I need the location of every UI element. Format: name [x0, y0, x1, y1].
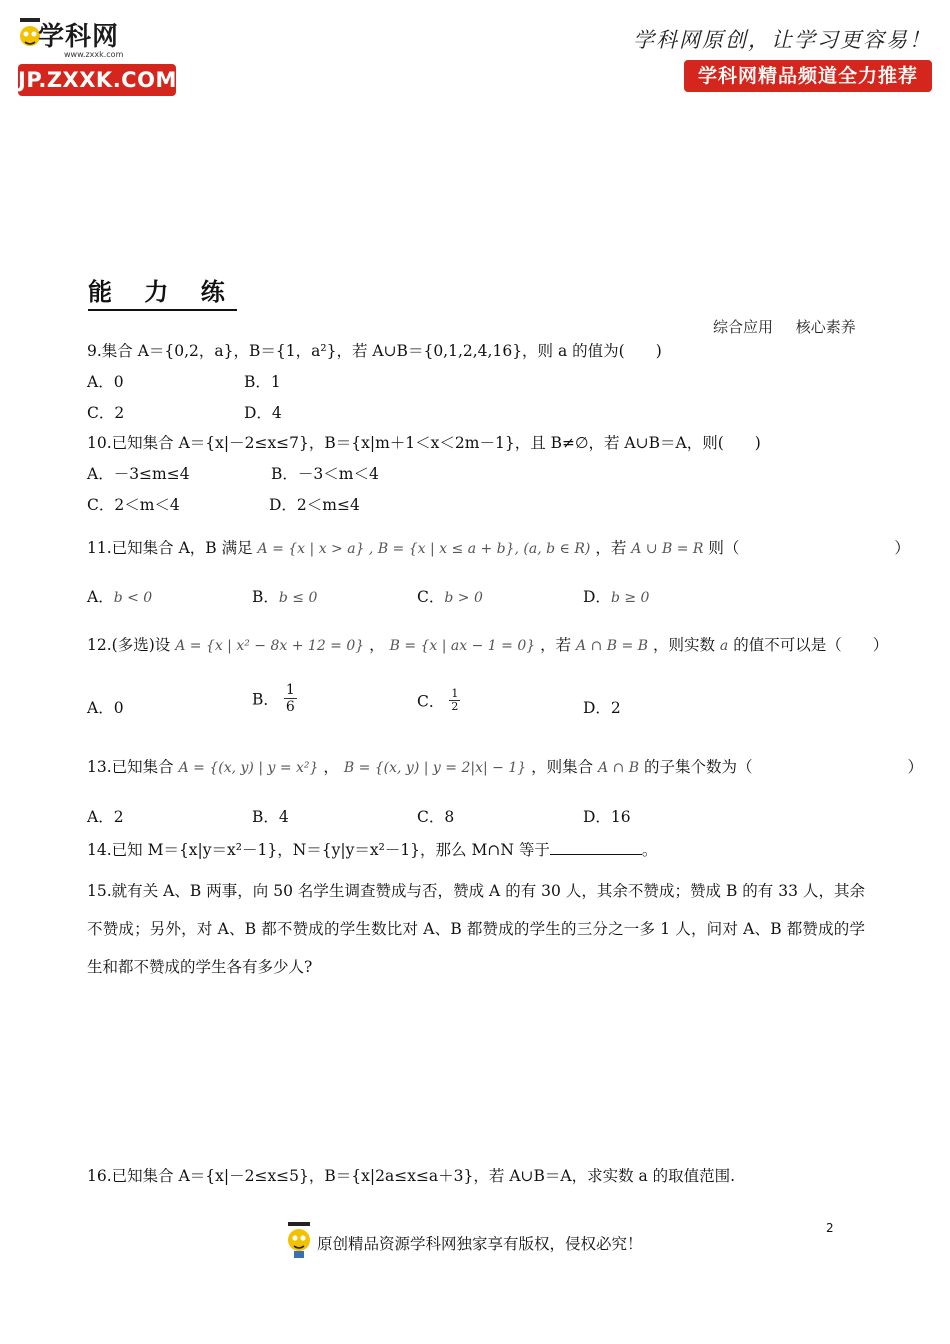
- fraction-numerator: 1: [451, 687, 459, 700]
- q11-option-b-label: B．: [252, 588, 279, 606]
- q14-end: 。: [641, 841, 658, 859]
- mascot-icon: [283, 1220, 315, 1260]
- q12-option-c: [417, 688, 460, 713]
- footer: [283, 1218, 703, 1262]
- fraction-numerator: 1: [285, 682, 295, 698]
- q12-suffix: ，则实数: [652, 636, 715, 654]
- q10-option-a: A．－3≤m≤4: [87, 465, 190, 483]
- q11-prefix: 11.已知集合 A，B 满足: [87, 539, 253, 557]
- logo-badge[interactable]: JP.ZXXK.COM: [18, 64, 176, 96]
- q11-option-a: [87, 585, 152, 607]
- q13-sep: ，: [323, 758, 339, 776]
- q11-stem: [87, 536, 910, 558]
- q13-prefix: 13.已知集合: [87, 758, 174, 776]
- q12-option-b-label: B．: [252, 690, 279, 709]
- q12-option-a: A．0: [87, 699, 124, 717]
- header-banner[interactable]: 学科网精品频道全力推荐: [684, 60, 932, 92]
- q12-var: a: [719, 638, 729, 654]
- q11-condition: A ∪ B = R: [631, 541, 704, 557]
- q13-option-c: C．8: [417, 808, 455, 826]
- q10-option-b: B．－3＜m＜4: [271, 465, 379, 483]
- q11-suffix: 则（ ）: [708, 539, 910, 557]
- q16-stem: 16.已知集合 A＝{x|－2≤x≤5}，B＝{x|2a≤x≤a＋3}，若 A∪B＝A，求实数 a 的取值范围.: [87, 1167, 736, 1185]
- q12-prefix: 12.(多选)设: [87, 636, 171, 654]
- q11-option-c: [417, 585, 483, 607]
- q13-option-b: B．4: [252, 808, 289, 826]
- footer-copyright: 原创精品资源学科网独家享有版权，侵权必究！: [317, 1235, 643, 1253]
- q12-option-d: D．2: [583, 699, 621, 717]
- q11-option-d-label: D．: [583, 588, 611, 606]
- q11-option-b: [252, 585, 317, 607]
- fraction-denominator: 2: [451, 700, 459, 713]
- q12-mid: ，若: [540, 636, 572, 654]
- q13-condition: A ∩ B: [598, 760, 640, 776]
- site-logo: [18, 16, 178, 98]
- q12-formula-b: B = {x | ax − 1 = 0}: [389, 638, 536, 654]
- q11-option-b-math: b ≤ 0: [278, 590, 318, 606]
- tag-core-literacy: 核心素养: [795, 318, 856, 336]
- q10-option-d: D．2＜m≤4: [269, 496, 360, 514]
- q11-mid: ，若: [595, 539, 627, 557]
- logo-text: 学科网: [38, 22, 120, 52]
- q11-option-c-math: b > 0: [444, 590, 483, 606]
- q13-tail: 的子集个数为（ ）: [644, 758, 924, 776]
- q15-text: 15.就有关 A、B 两事，向 50 名学生调查赞成与否，赞成 A 的有 30 人，其余不赞成；赞成 B 的有 33 人，其余不赞成；另外，对 A、B 都不赞成的学生数比对 A、B 都赞成的学生的三分之一多 1 人，问对 A、B 都赞成的学生和都不赞成的学生各有多少人?: [87, 882, 865, 976]
- logo-url: www.zxxk.com: [64, 50, 124, 59]
- q14-stem: [87, 838, 657, 860]
- q11-formula: A = {x | x > a} , B = {x | x ≤ a + b}, (a, b ∈ R): [257, 541, 591, 557]
- header-slogan: 学科网原创，让学习更容易！: [633, 28, 932, 52]
- q11-option-d: [583, 585, 649, 607]
- q12-tail: 的值不可以是（ ）: [733, 636, 889, 654]
- q10-stem: 10.已知集合 A＝{x|－2≤x≤7}，B＝{x|m＋1＜x＜2m－1}，且 B≠∅，若 A∪B＝A，则( ): [87, 434, 761, 452]
- fraction-denominator: 6: [285, 699, 295, 715]
- q12-option-b-fraction: [284, 682, 297, 715]
- q9-stem: 9.集合 A＝{0,2，a}，B＝{1，a²}，若 A∪B＝{0,1,2,4,16}，则 a 的值为( ): [87, 342, 662, 360]
- q11-option-d-math: b ≥ 0: [610, 590, 650, 606]
- q12-formula-a: A = {x | x² − 8x + 12 = 0}: [175, 638, 365, 654]
- q13-formula-a: A = {(x, y) | y = x²}: [178, 760, 319, 776]
- q12-option-c-label: C．: [417, 692, 445, 711]
- q13-mid: ，则集合: [531, 758, 594, 776]
- q12-option-c-fraction: [449, 688, 460, 713]
- q13-stem: [87, 755, 923, 777]
- q14-answer-blank[interactable]: [550, 840, 642, 855]
- q11-option-a-label: A．: [87, 588, 114, 606]
- section-tags: [713, 316, 856, 337]
- q14-text: 14.已知 M＝{x|y＝x²－1}，N＝{y|y＝x²－1}，那么 M∩N 等于: [87, 841, 550, 859]
- q9-option-a: A．0: [87, 373, 124, 391]
- q13-option-d: D．16: [583, 808, 631, 826]
- q9-option-c: C．2: [87, 404, 125, 422]
- section-title: 能 力 练: [88, 272, 237, 311]
- q13-option-a: A．2: [87, 808, 124, 826]
- q12-stem: [87, 633, 888, 655]
- q11-option-a-math: b < 0: [113, 590, 153, 606]
- q13-formula-b: B = {(x, y) | y = 2|x| − 1}: [343, 760, 527, 776]
- q9-option-d: D．4: [244, 404, 282, 422]
- q10-option-c: C．2＜m＜4: [87, 496, 180, 514]
- q11-option-c-label: C．: [417, 588, 445, 606]
- page-number: 2: [826, 1221, 834, 1235]
- tag-comprehensive: 综合应用: [713, 318, 774, 336]
- q12-sep: ，: [369, 636, 385, 654]
- q12-option-b: [252, 682, 297, 715]
- q12-condition: A ∩ B = B: [576, 638, 648, 654]
- q9-option-b: B．1: [244, 373, 281, 391]
